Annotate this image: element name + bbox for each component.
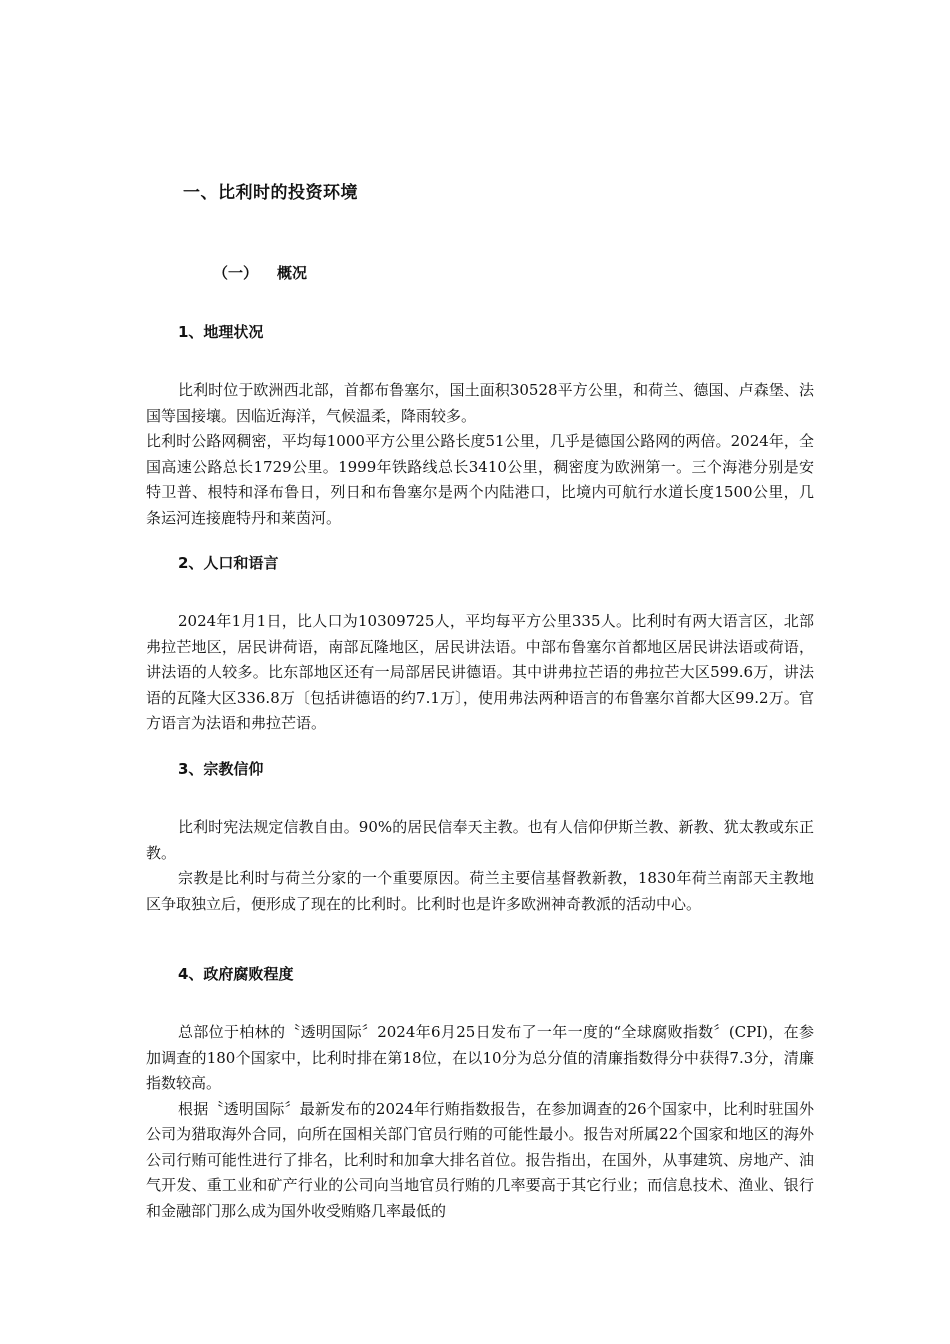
subsection-heading-corruption: 4、政府腐败程度 xyxy=(178,965,294,983)
section-number: （一） xyxy=(213,264,259,282)
paragraph: 根据〝透明国际〞最新发布的2024年行贿指数报告，在参加调查的26个国家中，比利时驻国外公司为猎取海外合同，向所在国相关部门官员行贿的可能性最小。报告对所属22个国家和地区的海外公司行贿可能性进行了排名，比利时和加拿大排名首位。报告指出，在国外，从事建筑、房地产、油气开发、重工业和矿产行业的公司向当地官员行贿的几率要高于其它行业；而信息技术、渔业、银行和金融部门那么成为国外收受贿赂几率最低的 xyxy=(146,1099,814,1220)
paragraph: 2024年1月1日，比人口为10309725人，平均每平方公里335人。比利时有两大语言区，北部弗拉芒地区，居民讲荷语，南部瓦隆地区，居民讲法语。中部布鲁塞尔首都地区居民讲法语或荷语，讲法语的人较多。比东部地区还有一局部居民讲德语。其中讲弗拉芒语的弗拉芒大区599.6万，讲法语的瓦隆大区336.8万〔包括讲德语的约7.1万〕，使用弗法两种语言的布鲁塞尔首都大区99.2万。官方语言为法语和弗拉芒语。 xyxy=(146,612,814,732)
section-heading xyxy=(213,262,307,283)
subsection-heading-religion: 3、宗教信仰 xyxy=(178,760,264,778)
subsection-heading-population: 2、人口和语言 xyxy=(178,554,279,572)
section-label: 概况 xyxy=(277,264,308,282)
paragraph: 比利时宪法规定信教自由。90%的居民信奉天主教。也有人信仰伊斯兰教、新教、犹太教或东正教。 xyxy=(146,818,814,862)
geography-text xyxy=(146,378,814,531)
corruption-text xyxy=(146,1020,814,1224)
paragraph: 宗教是比利时与荷兰分家的一个重要原因。荷兰主要信基督教新教，1830年荷兰南部天主教地区争取独立后，便形成了现在的比利时。比利时也是许多欧洲神奇教派的活动中心。 xyxy=(146,869,814,913)
population-text xyxy=(146,609,814,737)
paragraph: 比利时位于欧洲西北部，首都布鲁塞尔，国土面积30528平方公里，和荷兰、德国、卢森堡、法国等国接壤。因临近海洋，气候温柔，降雨较多。 xyxy=(146,381,814,425)
paragraph: 总部位于柏林的〝透明国际〞2024年6月25日发布了一年一度的“全球腐败指数〞(CPI)，在参加调查的180个国家中，比利时排在第18位，在以10分为总分值的清廉指数得分中获得7.3分，清廉指数较高。 xyxy=(146,1023,814,1092)
religion-text xyxy=(146,815,814,917)
document-title: 一、比利时的投资环境 xyxy=(183,183,358,203)
paragraph: 比利时公路网稠密，平均每1000平方公里公路长度51公里，几乎是德国公路网的两倍。2024年，全国高速公路总长1729公里。1999年铁路线总长3410公里，稠密度为欧洲第一。三个海港分别是安特卫普、根特和泽布鲁日，列日和布鲁塞尔是两个内陆港口，比境内可航行水道长度1500公里，几条运河连接鹿特丹和莱茵河。 xyxy=(146,432,814,527)
subsection-heading-geography: 1、地理状况 xyxy=(178,323,264,341)
